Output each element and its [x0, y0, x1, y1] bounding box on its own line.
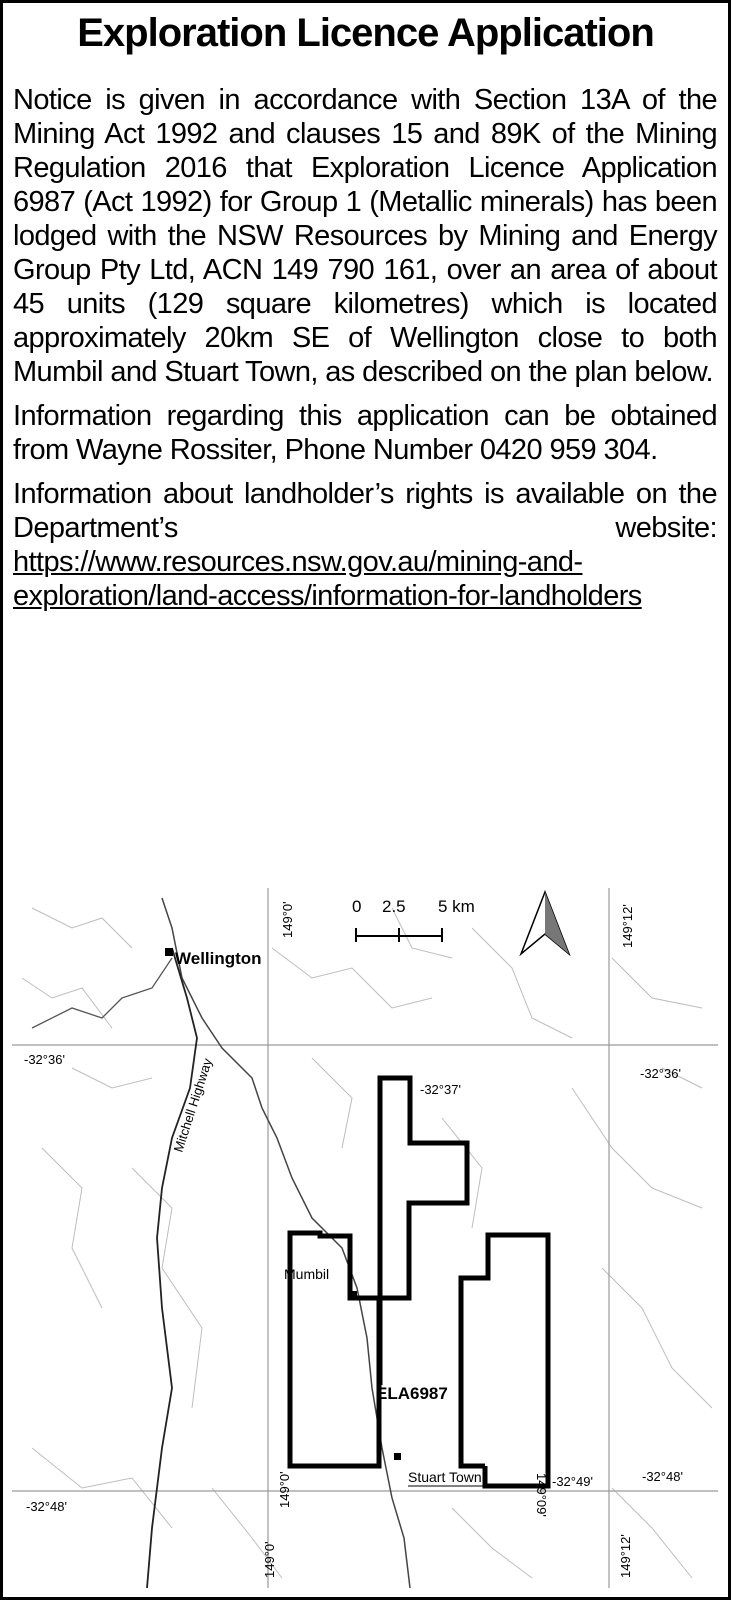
notice-paragraph-contact: Information regarding this application can be obtained from Wayne Rossiter, Phone Number 0420 959 304. [13, 400, 717, 466]
mumbil-marker [350, 1291, 357, 1298]
scale-tick-2: 5 km [438, 897, 475, 916]
lon-149-0-top: 149°0' [280, 901, 295, 938]
location-map [12, 888, 718, 1588]
scale-bar [352, 897, 475, 942]
notice-paragraph-main: Notice is given in accordance with Section 13A of the Mining Act 1992 and clauses 15 and 89K of the Mining Regulation 2016 that Exploration Licence Application 6987 (Act 1992) for Group 1 (Metallic minerals) has been lodged with the NSW Resources by Mining and Energy Group Pty Ltd, ACN 149 790 161, over an area of about 45 units (129 square kilometres) which is located approximately 20km SE of Wellington close to both Mumbil and Stuart Town, as described on the plan below. [13, 84, 717, 388]
lon-149-12-top: 149°12' [620, 904, 635, 948]
lon-149-12-bottom: 149°12' [618, 1534, 633, 1578]
creek-line [32, 958, 172, 1028]
notice-paragraph-rights [13, 477, 717, 613]
map-graticule [12, 888, 718, 1588]
notice-body [13, 83, 717, 623]
lat-48-right: -32°48' [642, 1469, 683, 1484]
lat-37: -32°37' [420, 1082, 461, 1097]
ela-label: ELA6987 [376, 1384, 448, 1403]
scale-tick-0: 0 [352, 897, 362, 916]
rights-text: Information about landholder’s rights is available on the Department’s website: [13, 478, 717, 544]
lon-149-9: 149°09' [534, 1473, 549, 1517]
lat-48-left: -32°48' [26, 1499, 67, 1514]
wellington-label: Wellington [175, 949, 262, 968]
mumbil-label: Mumbil [284, 1266, 330, 1282]
page-title: Exploration Licence Application [77, 11, 654, 55]
mitchell-highway-label: Mitchell Highway [170, 1056, 215, 1154]
lon-149-0-mid: 149°0' [277, 1471, 292, 1508]
lon-149-0-bottom: 149°0' [262, 1541, 277, 1578]
stuart-town-label: Stuart Town [408, 1469, 482, 1485]
lat-49: -32°49' [552, 1474, 593, 1489]
mitchell-highway-line [147, 948, 197, 1588]
wellington-marker [165, 948, 173, 956]
scale-tick-1: 2.5 [382, 897, 406, 916]
department-website-link[interactable]: https://www.resources.nsw.gov.au/mining-and-exploration/land-access/information-for-landholders [13, 546, 642, 612]
north-arrow-icon [521, 892, 569, 954]
lat-36-left: -32°36' [24, 1052, 65, 1067]
stuart-town-marker [394, 1453, 401, 1460]
ela-boundary [290, 1078, 548, 1486]
lat-36-right: -32°36' [640, 1066, 681, 1081]
